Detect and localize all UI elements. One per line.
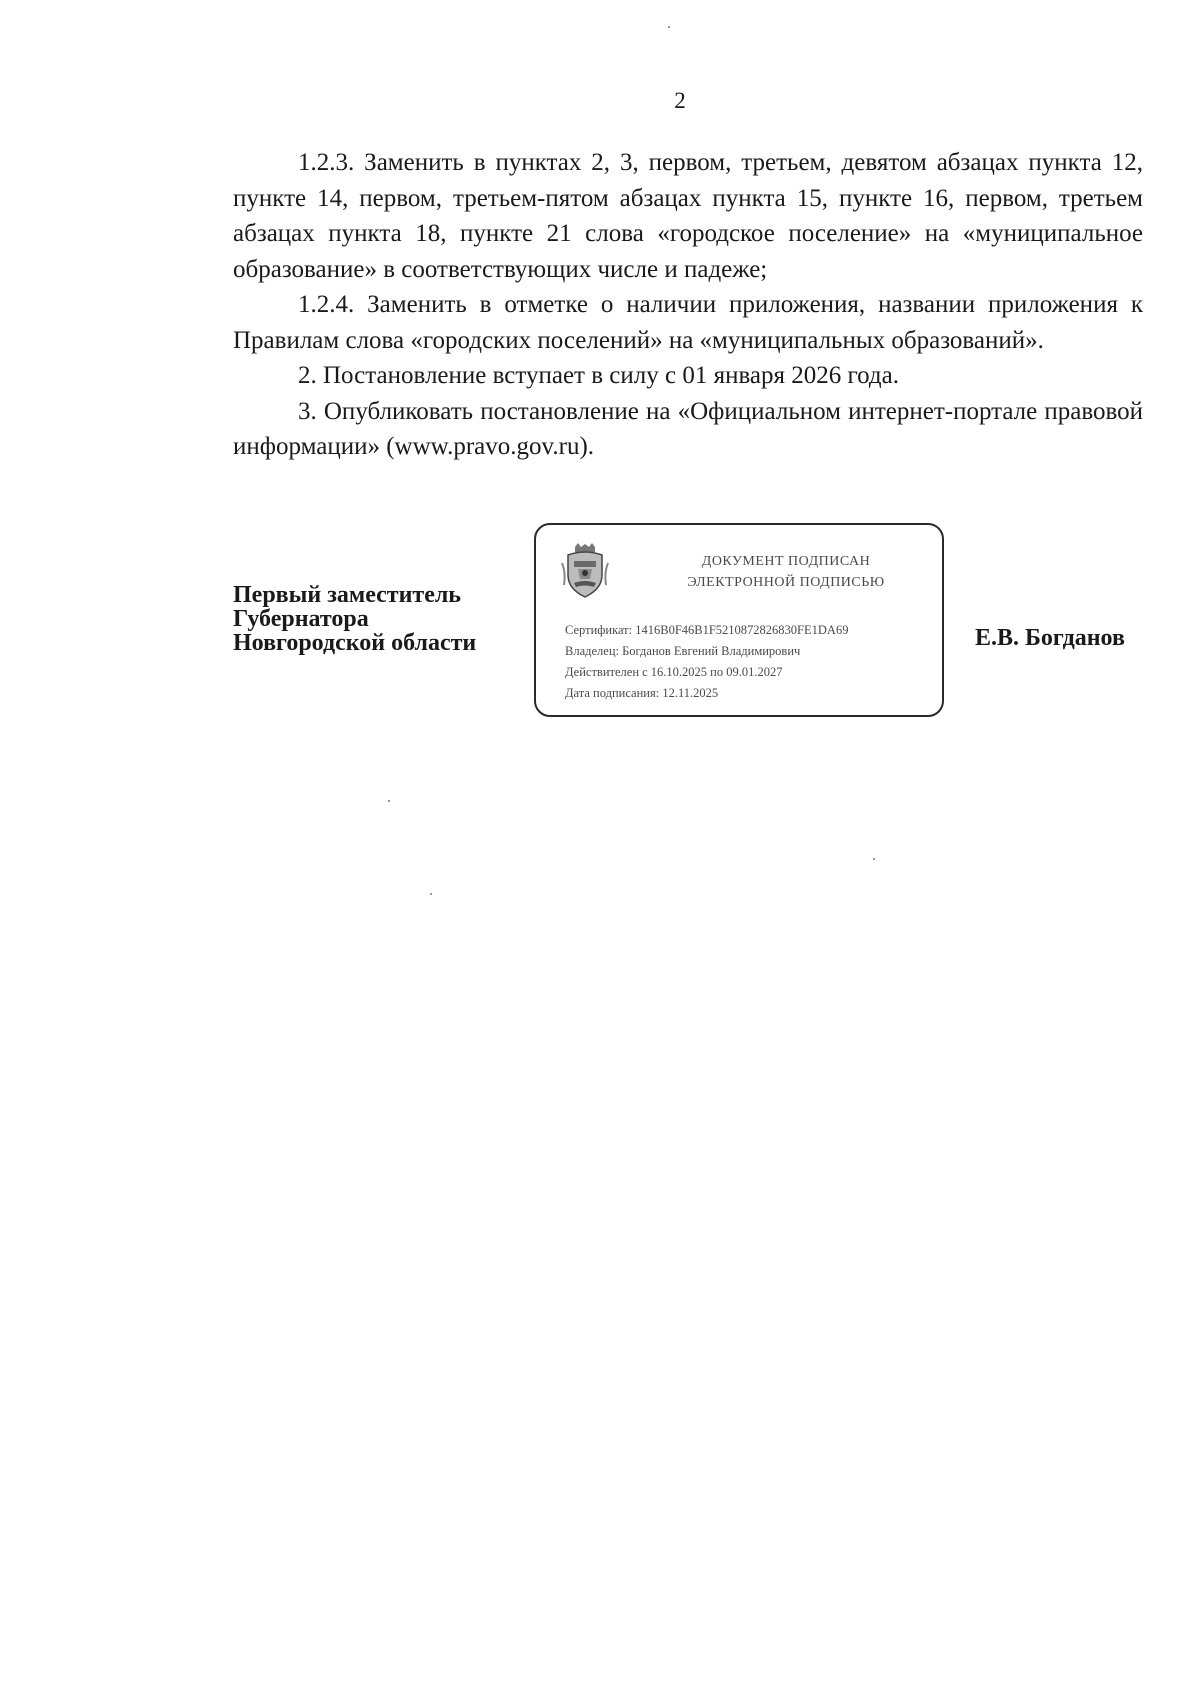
signer-title	[233, 583, 476, 655]
scan-speck	[873, 858, 875, 860]
paragraph-1-2-3: 1.2.3. Заменить в пунктах 2, 3, первом, третьем, девятом абзацах пункта 12, пункте 14, первом, третьем-пятом абзацах пункта 15, пункте 16, первом, третьем абзацах пункта 18, пункте 21 слова «городское поселение» на «муниципальное образование» в соответствующих числе и падеже;	[233, 149, 1143, 283]
electronic-signature-stamp	[534, 523, 944, 717]
stamp-heading-line: ЭЛЕКТРОННОЙ ПОДПИСЬЮ	[687, 575, 885, 590]
stamp-owner: Владелец: Богданов Евгений Владимирович	[565, 644, 801, 658]
stamp-details	[565, 620, 848, 704]
signer-title-line: Первый заместитель	[233, 582, 461, 608]
document-body	[233, 145, 1143, 465]
paragraph-1-2-4: 1.2.4. Заменить в отметке о наличии приложения, названии приложения к Правилам слова «городских поселений» на «муниципальных образований».	[233, 291, 1143, 354]
stamp-signed-date: Дата подписания: 12.11.2025	[565, 686, 719, 700]
signer-title-line: Губернатора	[233, 606, 369, 632]
scan-speck	[430, 893, 432, 895]
coat-of-arms-icon	[560, 543, 610, 599]
signature-block	[0, 523, 1200, 723]
stamp-heading	[646, 551, 926, 593]
scan-speck	[388, 800, 390, 802]
stamp-certificate: Сертификат: 1416B0F46B1F5210872826830FE1DA69	[565, 623, 849, 637]
stamp-validity: Действителен с 16.10.2025 по 09.01.2027	[565, 665, 783, 679]
paragraph-3: 3. Опубликовать постановление на «Официальном интернет-портале правовой информации» (www.pravo.gov.ru).	[233, 397, 1143, 460]
page-number: 2	[674, 88, 686, 113]
signer-name: Е.В. Богданов	[975, 625, 1125, 651]
stamp-heading-line: ДОКУМЕНТ ПОДПИСАН	[701, 554, 871, 569]
signer-title-line: Новгородской области	[233, 630, 477, 656]
scan-speck	[668, 26, 670, 28]
paragraph-2: 2. Постановление вступает в силу с 01 января 2026 года.	[298, 362, 900, 389]
